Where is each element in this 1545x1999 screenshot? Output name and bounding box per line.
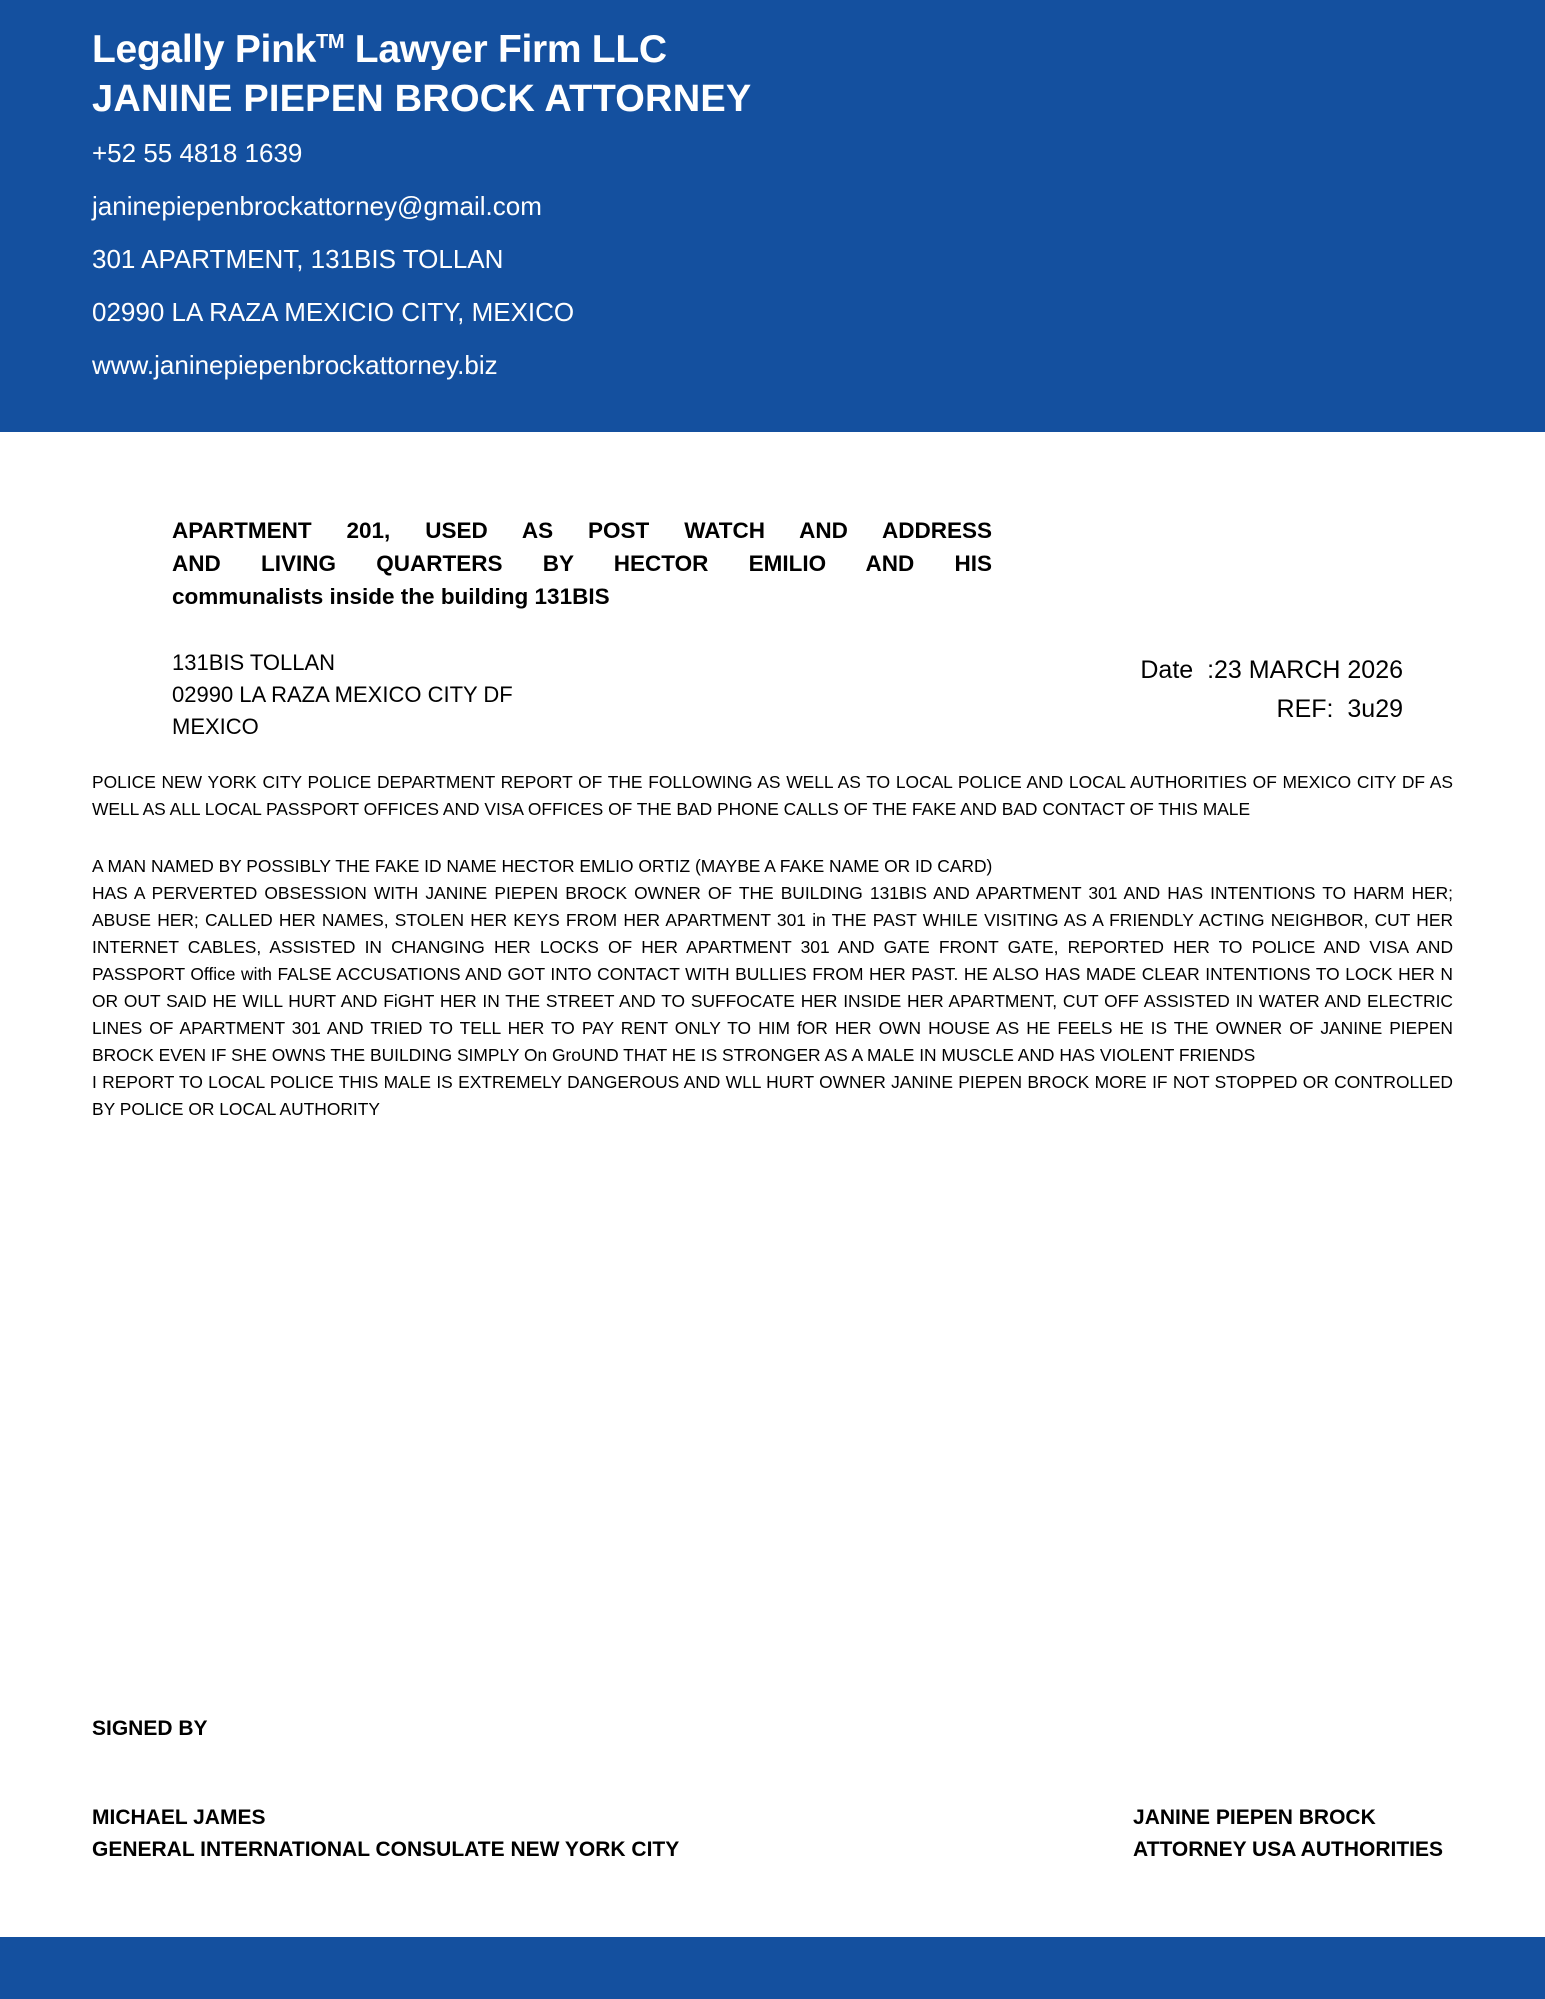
firm-name-main: Legally Pink [92, 28, 316, 71]
contact-email: janinepiepenbrockattorney@gmail.com [92, 191, 542, 222]
body-line-3: I REPORT TO LOCAL POLICE THIS MALE IS EXTREMELY DANGEROUS AND WLL HURT OWNER JANINE PIEPEN BROCK MORE IF NOT STOPPED OR CONTROLLED BY POLICE OR LOCAL AUTHORITY [92, 1071, 1453, 1119]
contact-address-line1: 301 APARTMENT, 131BIS TOLLAN [92, 244, 504, 275]
signature-right-title: ATTORNEY USA AUTHORITIES [1133, 1837, 1443, 1861]
subject-line-1: APARTMENT 201, USED AS POST WATCH AND ADDRESS [172, 518, 992, 543]
contact-website: www.janinepiepenbrockattorney.biz [92, 350, 498, 381]
firm-name-suffix: Lawyer Firm LLC [344, 28, 667, 71]
letterhead-header [0, 0, 1545, 432]
signature-right-name: JANINE PIEPEN BROCK [1133, 1806, 1376, 1829]
document-ref: REF: 3u29 [1276, 694, 1403, 723]
attorney-name: JANINE PIEPEN BROCK ATTORNEY [92, 78, 752, 121]
contact-phone: +52 55 4818 1639 [92, 138, 303, 169]
letterhead-content [0, 26, 1545, 381]
signature-left [92, 1802, 679, 1865]
recipient-address [172, 647, 513, 743]
trademark-symbol: TM [315, 31, 345, 53]
intro-paragraph: POLICE NEW YORK CITY POLICE DEPARTMENT REPORT OF THE FOLLOWING AS WELL AS TO LOCAL POLICE AND LOCAL AUTHORITIES OF MEXICO CITY DF AS WELL AS ALL LOCAL PASSPORT OFFICES AND VISA OFFICES OF THE BAD PHONE CALLS OF THE FAKE AND BAD CONTACT OF THIS MALE [92, 771, 1453, 819]
contact-address-line2: 02990 LA RAZA MEXICIO CITY, MEXICO [92, 297, 575, 328]
firm-name [92, 26, 1485, 74]
signature-row [92, 1802, 1453, 1865]
signature-right [1133, 1802, 1443, 1865]
body-paragraphs [92, 853, 1453, 1123]
document-date: Date :23 MARCH 2026 [1140, 656, 1403, 685]
address-date-row [92, 647, 1453, 743]
signature-left-name: MICHAEL JAMES [92, 1806, 266, 1829]
footer-bar [0, 1937, 1545, 1999]
date-ref-block [1140, 647, 1403, 729]
signature-left-title: GENERAL INTERNATIONAL CONSULATE NEW YORK CITY [92, 1837, 680, 1861]
subject-block [172, 514, 992, 613]
body-line-1: A MAN NAMED BY POSSIBLY THE FAKE ID NAME HECTOR EMLIO ORTIZ (MAYBE A FAKE NAME OR ID CARD) [92, 855, 993, 876]
document-body [0, 514, 1545, 1122]
body-line-2: HAS A PERVERTED OBSESSION WITH JANINE PIEPEN BROCK OWNER OF THE BUILDING 131BIS AND APARTMENT 301 AND HAS INTENTIONS TO HARM HER; ABUSE HER; CALLED HER NAMES, STOLEN HER KEYS FROM HER APARTMENT 301 in THE PAST WHILE VISITING AS A FRIENDLY ACTING NEIGHBOR, CUT HER INTERNET CABLES, ASSISTED IN CHANGING HER LOCKS OF HER APARTMENT 301 AND GATE FRONT GATE, REPORTED HER TO POLICE AND VISA AND PASSPORT Office with FALSE ACCUSATIONS AND GOT INTO CONTACT WITH BULLIES FROM HER PAST. HE ALSO HAS MADE CLEAR INTENTIONS TO LOCK HER N OR OUT SAID HE WILL HURT AND FiGHT HER IN THE STREET AND TO SUFFOCATE HER INSIDE HER APARTMENT, CUT OFF ASSISTED IN WATER AND ELECTRIC LINES OF APARTMENT 301 AND TRIED TO TELL HER TO PAY RENT ONLY TO HIM fOR HER OWN HOUSE AS HE FEELS HE IS THE OWNER OF JANINE PIEPEN BROCK EVEN IF SHE OWNS THE BUILDING SIMPLY On GroUND THAT HE IS STRONGER AS A MALE IN MUSCLE AND HAS VIOLENT FRIENDS [92, 882, 1453, 1065]
recipient-line-1: 131BIS TOLLAN [172, 650, 336, 676]
subject-line-2: AND LIVING QUARTERS BY HECTOR EMILIO AND HIS [172, 551, 992, 577]
subject-line-3: communalists inside the building 131BIS [172, 584, 610, 610]
recipient-line-3: MEXICO [172, 713, 259, 739]
recipient-line-2: 02990 LA RAZA MEXICO CITY DF [172, 682, 513, 708]
signed-by-label: SIGNED BY [92, 1717, 208, 1740]
